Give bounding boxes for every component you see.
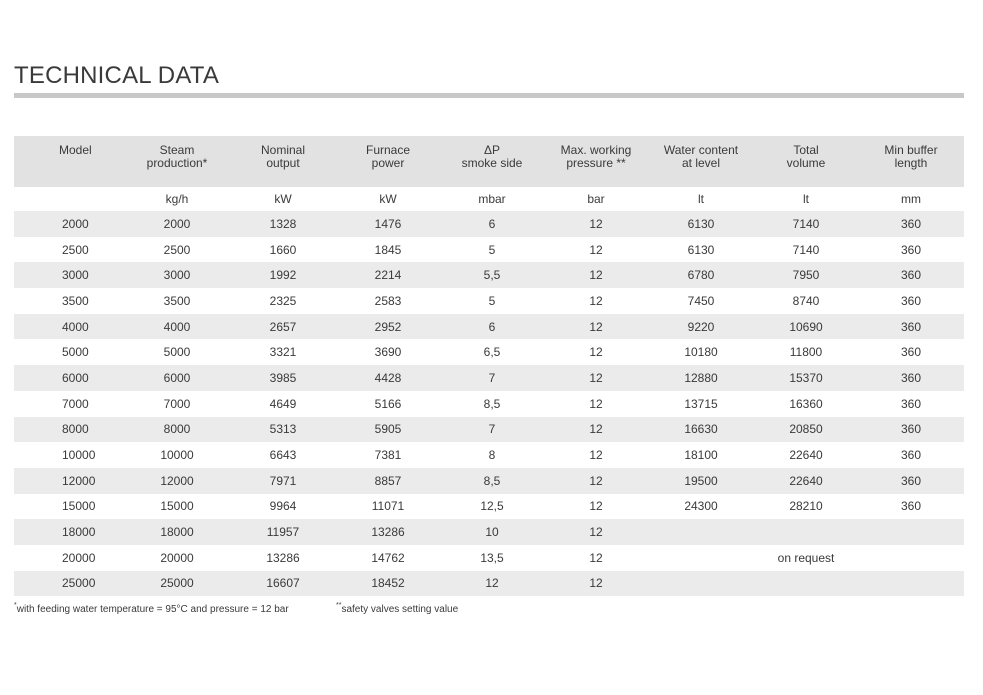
table-cell: 9964 bbox=[269, 499, 297, 514]
table-cell: 8,5 bbox=[483, 396, 501, 411]
table-cell: 5166 bbox=[374, 396, 402, 411]
table-row bbox=[14, 468, 964, 494]
table-row bbox=[14, 417, 964, 443]
column-unit: lt bbox=[754, 187, 858, 211]
column-header bbox=[14, 136, 124, 187]
table-cell: 15000 bbox=[62, 499, 96, 514]
table-cell: 10 bbox=[440, 519, 544, 545]
column-header-line1: Min buffer bbox=[884, 143, 938, 157]
table-cell: 8857 bbox=[336, 468, 440, 494]
column-unit bbox=[14, 187, 124, 211]
table-cell: 12 bbox=[589, 550, 603, 565]
table-cell: 8000 bbox=[14, 417, 124, 443]
column-header-line1: Water content bbox=[663, 143, 739, 157]
title-divider bbox=[14, 93, 964, 98]
table-cell: 22640 bbox=[754, 468, 858, 494]
table-cell: 15000 bbox=[160, 499, 194, 514]
table-cell: 12880 bbox=[648, 365, 754, 391]
footnote-mark: * bbox=[14, 602, 17, 609]
column-header-line2: length bbox=[894, 156, 928, 170]
table-cell: 4000 bbox=[124, 314, 230, 340]
table-cell: 4000 bbox=[14, 314, 124, 340]
table-cell: 1660 bbox=[269, 242, 297, 257]
column-header-line1: Max. working bbox=[560, 143, 632, 157]
table-cell: 5000 bbox=[163, 345, 191, 360]
table-cell: 3690 bbox=[374, 345, 402, 360]
table-row bbox=[14, 545, 964, 571]
column-header bbox=[544, 136, 648, 187]
table-cell: 12 bbox=[544, 365, 648, 391]
table-cell: 360 bbox=[858, 262, 964, 288]
table-cell: 7971 bbox=[230, 468, 336, 494]
table-cell: 360 bbox=[858, 365, 964, 391]
footnote-feeding-water bbox=[14, 604, 289, 615]
table-cell: 360 bbox=[900, 396, 922, 411]
table-cell: 9220 bbox=[648, 314, 754, 340]
table-cell: 18452 bbox=[336, 571, 440, 597]
table-cell: 11800 bbox=[789, 345, 823, 360]
table-cell: 5905 bbox=[336, 417, 440, 443]
table-cell: 13,5 bbox=[480, 550, 504, 565]
table-cell: 18100 bbox=[684, 448, 718, 463]
table-cell: 6000 bbox=[124, 365, 230, 391]
table-cell: 3321 bbox=[269, 345, 297, 360]
table-cell: 6643 bbox=[269, 448, 297, 463]
table-cell: 12 bbox=[589, 396, 603, 411]
table-cell: 6 bbox=[440, 314, 544, 340]
table-cell: 18000 bbox=[124, 519, 230, 545]
table-cell: 4428 bbox=[336, 365, 440, 391]
column-header bbox=[230, 136, 336, 187]
column-unit: lt bbox=[648, 187, 754, 211]
table-cell: 10180 bbox=[684, 345, 718, 360]
column-header-line2: pressure ** bbox=[566, 156, 626, 170]
table-cell: 10000 bbox=[62, 448, 96, 463]
table-cell: 2000 bbox=[124, 211, 230, 237]
table-cell: 20850 bbox=[754, 417, 858, 443]
footnote-safety-valves bbox=[336, 604, 458, 615]
column-unit: mm bbox=[858, 187, 964, 211]
table-cell: 28210 bbox=[789, 499, 823, 514]
column-header-line1: Total bbox=[793, 143, 819, 157]
table-row bbox=[14, 211, 964, 237]
table-cell: 12 bbox=[544, 417, 648, 443]
column-header-line1: Nominal bbox=[260, 143, 305, 157]
table-row bbox=[14, 494, 964, 520]
table-cell: 12 bbox=[589, 499, 603, 514]
table-cell: 6130 bbox=[648, 211, 754, 237]
table-row bbox=[14, 339, 964, 365]
column-header bbox=[754, 136, 858, 187]
table-cell: 13286 bbox=[266, 550, 300, 565]
table-row bbox=[14, 288, 964, 314]
table-cell: 7000 bbox=[163, 396, 191, 411]
table-cell: 16607 bbox=[230, 571, 336, 597]
table-cell: 12000 bbox=[14, 468, 124, 494]
column-header-line2: output bbox=[266, 156, 300, 170]
table-cell: 24300 bbox=[684, 499, 718, 514]
on-request-cell: on request bbox=[777, 550, 835, 565]
table-cell: 1845 bbox=[374, 242, 402, 257]
table-cell: 13715 bbox=[684, 396, 718, 411]
table-cell: 11071 bbox=[371, 499, 405, 514]
table-cell: 7950 bbox=[754, 262, 858, 288]
footnote-text: with feeding water temperature = 95°C and pressure = 12 bar bbox=[16, 604, 289, 615]
table-cell: 8,5 bbox=[440, 468, 544, 494]
technical-data-table bbox=[14, 136, 964, 596]
table-cell: 5000 bbox=[62, 345, 89, 360]
table-cell: 7450 bbox=[687, 293, 715, 308]
table-cell: 13286 bbox=[336, 519, 440, 545]
table-cell: 8000 bbox=[124, 417, 230, 443]
table-cell: 12 bbox=[544, 571, 648, 597]
table-cell: 7381 bbox=[374, 448, 402, 463]
table-cell: 12,5 bbox=[480, 499, 504, 514]
table-cell: 2000 bbox=[14, 211, 124, 237]
table-cell: 360 bbox=[858, 314, 964, 340]
column-header bbox=[440, 136, 544, 187]
column-header-line2: volume bbox=[786, 156, 826, 170]
column-unit: kW bbox=[336, 187, 440, 211]
table-body bbox=[14, 211, 964, 596]
table-cell: 12 bbox=[589, 293, 603, 308]
table-row bbox=[14, 571, 964, 597]
table-cell: 7140 bbox=[754, 211, 858, 237]
table-cell: 4649 bbox=[269, 396, 297, 411]
table-cell: 1328 bbox=[230, 211, 336, 237]
table-cell: 12 bbox=[544, 468, 648, 494]
table-cell: 12000 bbox=[124, 468, 230, 494]
table-row bbox=[14, 391, 964, 417]
table-cell: 10000 bbox=[160, 448, 194, 463]
on-request-fill bbox=[648, 519, 964, 545]
table-cell: 16630 bbox=[648, 417, 754, 443]
footnote-mark: ** bbox=[336, 602, 342, 609]
table-cell: 5,5 bbox=[440, 262, 544, 288]
table-cell: 25000 bbox=[124, 571, 230, 597]
table-cell: 12 bbox=[544, 314, 648, 340]
table-cell: 6,5 bbox=[483, 345, 501, 360]
table-cell: 2500 bbox=[163, 242, 191, 257]
table-cell: 15370 bbox=[754, 365, 858, 391]
table-header-row bbox=[14, 136, 964, 187]
table-cell: 5 bbox=[488, 293, 496, 308]
table-cell: 6 bbox=[440, 211, 544, 237]
footnote-text: safety valves setting value bbox=[341, 604, 459, 615]
table-cell: 22640 bbox=[789, 448, 823, 463]
column-header-line1: Steam bbox=[159, 143, 195, 157]
table-cell: 8 bbox=[488, 448, 496, 463]
table-cell: 8740 bbox=[792, 293, 820, 308]
table-cell: 12 bbox=[544, 211, 648, 237]
table-row bbox=[14, 365, 964, 391]
table-cell: 6130 bbox=[687, 242, 715, 257]
column-unit: mbar bbox=[440, 187, 544, 211]
table-row bbox=[14, 262, 964, 288]
table-cell: 3000 bbox=[124, 262, 230, 288]
table-cell: 12 bbox=[544, 262, 648, 288]
column-header bbox=[124, 136, 230, 187]
table-cell: 7000 bbox=[62, 396, 89, 411]
table-cell: 6780 bbox=[648, 262, 754, 288]
table-cell: 360 bbox=[858, 211, 964, 237]
table-cell: 2952 bbox=[336, 314, 440, 340]
column-header-line2: power bbox=[371, 156, 405, 170]
page-title: TECHNICAL DATA bbox=[14, 62, 220, 89]
table-cell: 7 bbox=[440, 417, 544, 443]
column-header bbox=[336, 136, 440, 187]
table-cell: 12 bbox=[589, 345, 603, 360]
table-cell: 12 bbox=[589, 448, 603, 463]
table-cell: 3500 bbox=[163, 293, 191, 308]
table-cell: 2657 bbox=[230, 314, 336, 340]
table-cell: 5313 bbox=[230, 417, 336, 443]
table-cell: 360 bbox=[858, 468, 964, 494]
table-cell: 360 bbox=[858, 417, 964, 443]
table-cell: 12 bbox=[589, 242, 603, 257]
table-cell: 1476 bbox=[336, 211, 440, 237]
table-cell: 12 bbox=[440, 571, 544, 597]
column-header-line1: Furnace bbox=[365, 143, 411, 157]
table-cell: 2214 bbox=[336, 262, 440, 288]
table-cell: 3000 bbox=[14, 262, 124, 288]
table-cell: 2500 bbox=[62, 242, 89, 257]
table-cell: 18000 bbox=[14, 519, 124, 545]
column-header bbox=[648, 136, 754, 187]
table-cell: 11957 bbox=[230, 519, 336, 545]
table-cell: 14762 bbox=[371, 550, 405, 565]
table-cell: 360 bbox=[900, 345, 922, 360]
column-header-line2: production* bbox=[146, 156, 208, 170]
table-cell: 360 bbox=[900, 499, 922, 514]
table-cell: 6000 bbox=[14, 365, 124, 391]
table-cell: 7 bbox=[440, 365, 544, 391]
table-cell: 10690 bbox=[754, 314, 858, 340]
table-cell: 360 bbox=[900, 448, 922, 463]
table-cell: 5 bbox=[488, 242, 496, 257]
table-row bbox=[14, 237, 964, 263]
table-cell: 25000 bbox=[14, 571, 124, 597]
on-request-fill bbox=[648, 571, 964, 597]
table-cell: 19500 bbox=[648, 468, 754, 494]
table-cell: 2583 bbox=[374, 293, 402, 308]
table-row bbox=[14, 314, 964, 340]
table-cell: 7140 bbox=[792, 242, 820, 257]
table-cell: 1992 bbox=[230, 262, 336, 288]
table-cell: 16360 bbox=[789, 396, 823, 411]
column-unit: bar bbox=[544, 187, 648, 211]
column-unit: kg/h bbox=[124, 187, 230, 211]
table-cell: 3500 bbox=[62, 293, 89, 308]
column-header bbox=[858, 136, 964, 187]
table-cell: 12 bbox=[544, 519, 648, 545]
column-header-line2: at level bbox=[681, 156, 721, 170]
table-row bbox=[14, 442, 964, 468]
table-cell: 20000 bbox=[160, 550, 194, 565]
table-units-row bbox=[14, 187, 964, 211]
column-unit: kW bbox=[230, 187, 336, 211]
table-cell: 20000 bbox=[62, 550, 96, 565]
table-cell: 2325 bbox=[269, 293, 297, 308]
column-header-line2: smoke side bbox=[461, 156, 523, 170]
column-header-line1: ΔP bbox=[483, 143, 501, 157]
table-row bbox=[14, 519, 964, 545]
table-cell: 360 bbox=[900, 293, 922, 308]
table-cell: 360 bbox=[900, 242, 922, 257]
table-cell: 3985 bbox=[230, 365, 336, 391]
column-header-line1: Model bbox=[59, 143, 92, 157]
